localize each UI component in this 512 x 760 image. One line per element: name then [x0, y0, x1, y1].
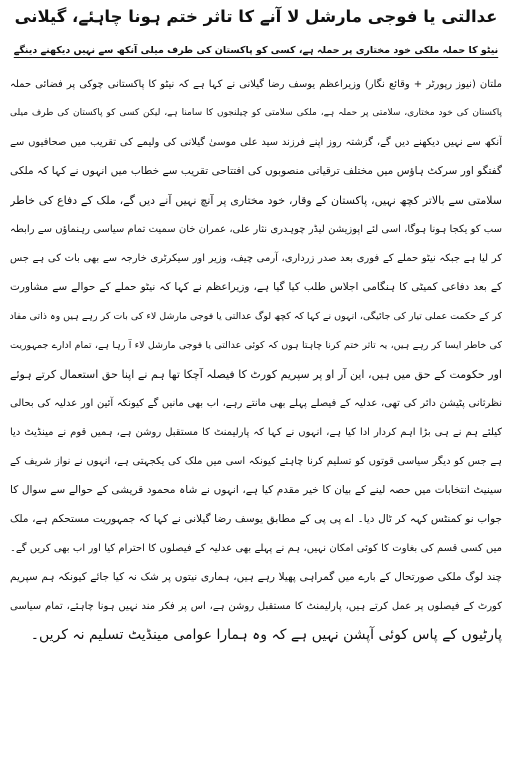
body-line: ملتان (نیوز رپورٹر + وقائع نگار) وزیراعظم یوسف رضا گیلانی نے کہا ہے کہ نیٹو کا پاکستانی چوکی پر فضائی حملہ: [10, 79, 502, 90]
body-line: پارٹیوں کے پاس کوئی آپشن نہیں ہے کہ وہ ہمارا عوامی مینڈیٹ تسلیم نہ کریں۔: [30, 627, 502, 643]
body-line: کے بعد دفاعی کمیٹی کا ہنگامی اجلاس طلب کیا گیا ہے، وزیراعظم نے کہا کہ نیٹو حملے کے حوالے سے مشاورت: [10, 281, 502, 293]
body-line: کی خاطر ایسا کر رہے ہیں، یہ تاثر ختم کرنا چاہتا ہوں کہ کوئی عدالتی یا فوجی مارشل لاء آ رہا ہے، تمام ادارے جمہوریت: [10, 340, 502, 351]
body-line: سینیٹ انتخابات میں حصہ لینے کے بیان کا خیر مقدم کیا ہے، انہوں نے شاہ محمود قریشی کے حوالے سے سوال کا: [10, 484, 502, 496]
body-line: گفتگو اور سرکٹ ہاؤس میں مختلف ترقیاتی منصوبوں کی افتتاحی تقریب سے خطاب میں انہوں نے کہا کہ ملکی: [10, 165, 502, 177]
body-line: میں کسی قسم کی بغاوت کا کوئی امکان نہیں، ہم نے پہلے بھی عدلیہ کے فیصلوں کا احترام کیا اور اب بھی کریں گے۔: [10, 543, 502, 554]
body-line: نظرثانی پٹیشن دائر کی تھی، عدلیہ کے فیصلے پہلے بھی مانتے رہے، اب بھی مانیں گے کیونکہ آئین اور عدلیہ کی بحالی: [10, 398, 502, 409]
subheadline: نیٹو کا حملہ ملکی خود مختاری پر حملہ ہے، کسی کو پاکستان کی طرف میلی آنکھ سے نہیں دیکھنے دینگے: [13, 45, 499, 56]
body-line: کورٹ کے فیصلوں پر عمل کرتے ہیں، پارلیمنٹ کا مستقبل روشن ہے، اس پر فکر مند نہیں ہونا چاہئے، تمام سیاسی: [10, 601, 502, 612]
body-line: ہے جس کو دیگر سیاسی قوتوں کو تسلیم کرنا چاہئے کیونکہ اسی میں ملک کی یکجہتی ہے، انہوں نے نواز شریف کے: [10, 456, 502, 467]
body-line: چند لوگ ملکی صورتحال کے بارے میں گمراہی پھیلا رہے ہیں، ہماری نیتوں پر شک نہ کیا جائے کیونکہ ہم سپریم: [10, 571, 502, 583]
body-line: جواب نو کمنٹس کہہ کر ٹال دیا۔ اے پی پی کے مطابق یوسف رضا گیلانی نے کہا کہ جمہوریت مستحکم ہے، ملک: [10, 513, 502, 525]
body-line: اور حکومت کے حق میں ہیں، این آر او پر سپریم کورٹ کا فیصلہ آچکا تھا ہم نے اپنا حق استعمال کرتے ہوئے: [10, 368, 502, 381]
body-line: سلامتی سے بالاتر کچھ نہیں، پاکستان کے وقار، خود مختاری پر آنچ نہیں آنے دیں گے، ملک کے دفاع کی خاطر: [10, 194, 502, 207]
body-line: آنکھ سے نہیں دیکھنے دیں گے، گزشتہ روز اپنے فرزند سید علی موسیٰ گیلانی کی ولیمے کی تقریب میں صحافیوں سے: [10, 137, 502, 148]
body-line: سب کو یکجا ہونا ہوگا، اسی لئے اپوزیشن لیڈر چوہدری نثار علی، عمران خان سمیت تمام سیاسی رہنماؤں سے رابطہ: [10, 224, 502, 235]
article-body: [10, 70, 502, 650]
body-line: کر لیا ہے جبکہ نیٹو حملے کے فوری بعد صدر زرداری، آرمی چیف، وزیر اور سیکرٹری خارجہ سے بھی بات کی ہے جس: [10, 253, 502, 264]
body-line: پاکستان کی خود مختاری، سلامتی پر حملہ ہے، ملکی سلامتی کو چیلنجوں کا سامنا ہے، لیکن کسی کو پاکستان کی طرف میلی: [10, 108, 502, 118]
headline: عدالتی یا فوجی مارشل لا آنے کا تاثر ختم ہونا چاہئے، گیلانی: [14, 7, 498, 26]
body-line: کیلئے ہم نے ہی بڑا اہم کردار ادا کیا ہے، انہوں نے کہا کہ پارلیمنٹ کا مستقبل روشن ہے، ہمیں قوم نے مینڈیٹ دیا: [10, 427, 502, 438]
body-line: کر کے حکمت عملی تیار کی جائیگی، انہوں نے کہا کہ کچھ لوگ عدالتی یا فوجی مارشل لاء کی بات کر رہے ہیں وہ ذاتی مفاد: [10, 311, 502, 322]
